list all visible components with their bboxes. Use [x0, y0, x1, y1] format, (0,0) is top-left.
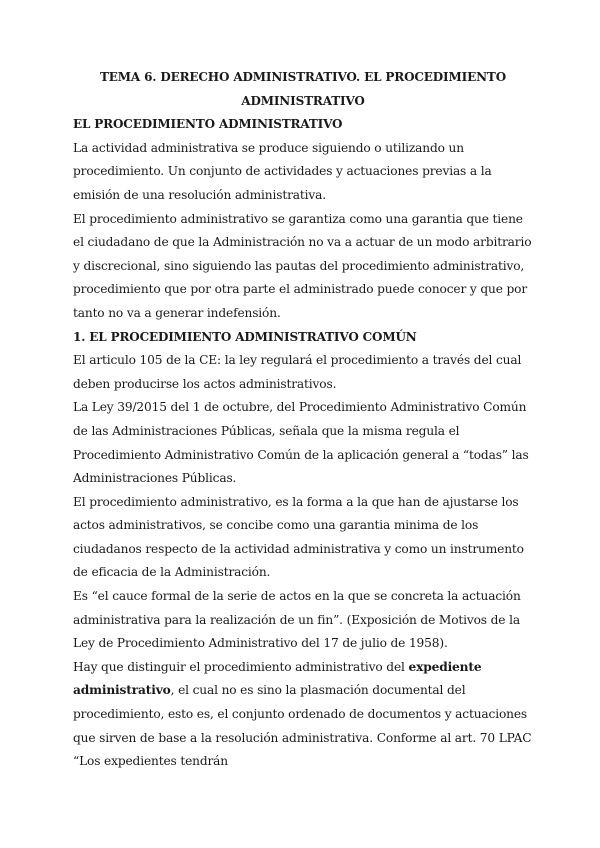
- paragraph-text: , el cual no es sino la plasmación documental del procedimiento, esto es, el conjunto ordenado de documentos y actuaciones que sirven de base a la resolución administrativa. Conforme al art. 70 LPAC “Los expedientes tendrán: [73, 683, 532, 769]
- paragraph: [73, 656, 533, 774]
- paragraph: El articulo 105 de la CE: la ley regulará el procedimiento a través del cual deben producirse los actos administrativos.: [73, 353, 522, 391]
- subsection-heading: 1. EL PROCEDIMIENTO ADMINISTRATIVO COMÚN: [73, 329, 417, 344]
- document-page: [73, 66, 533, 774]
- paragraph: La Ley 39/2015 del 1 de octubre, del Procedimiento Administrativo Común de las Administraciones Públicas, señala que la misma regula el Procedimiento Administrativo Común de la aplicación general a “todas” las Administraciones Públicas.: [73, 400, 529, 486]
- paragraph-text: Hay que distinguir el procedimiento administrativo del: [73, 659, 409, 674]
- paragraph: El procedimiento administrativo se garantiza como una garantia que tiene el ciudadano de que la Administración no va a actuar de un modo arbitrario y discrecional, sino siguiendo las pautas del procedimiento administrativo, procedimiento que por otra parte el administrado puede conocer y que por tanto no va a generar indefensión.: [73, 211, 532, 320]
- document-title: TEMA 6. DERECHO ADMINISTRATIVO. EL PROCEDIMIENTO ADMINISTRATIVO: [99, 70, 507, 108]
- paragraph: La actividad administrativa se produce siguiendo o utilizando un procedimiento. Un conjunto de actividades y actuaciones previas a la emisión de una resolución administrativa.: [73, 140, 492, 202]
- paragraph: El procedimiento administrativo, es la forma a la que han de ajustarse los actos administrativos, se concibe como una garantia minima de los ciudadanos respecto de la actividad administrativa y como un instrumento de eficacia de la Administración.: [73, 494, 524, 580]
- bold-term: expediente administrativo: [73, 659, 482, 698]
- paragraph: Es “el cauce formal de la serie de actos en la que se concreta la actuación administrativa para la realización de un fin”. (Exposición de Motivos de la Ley de Procedimiento Administrativo del 17 de julio de 1958).: [73, 589, 521, 651]
- section-heading: EL PROCEDIMIENTO ADMINISTRATIVO: [73, 117, 343, 132]
